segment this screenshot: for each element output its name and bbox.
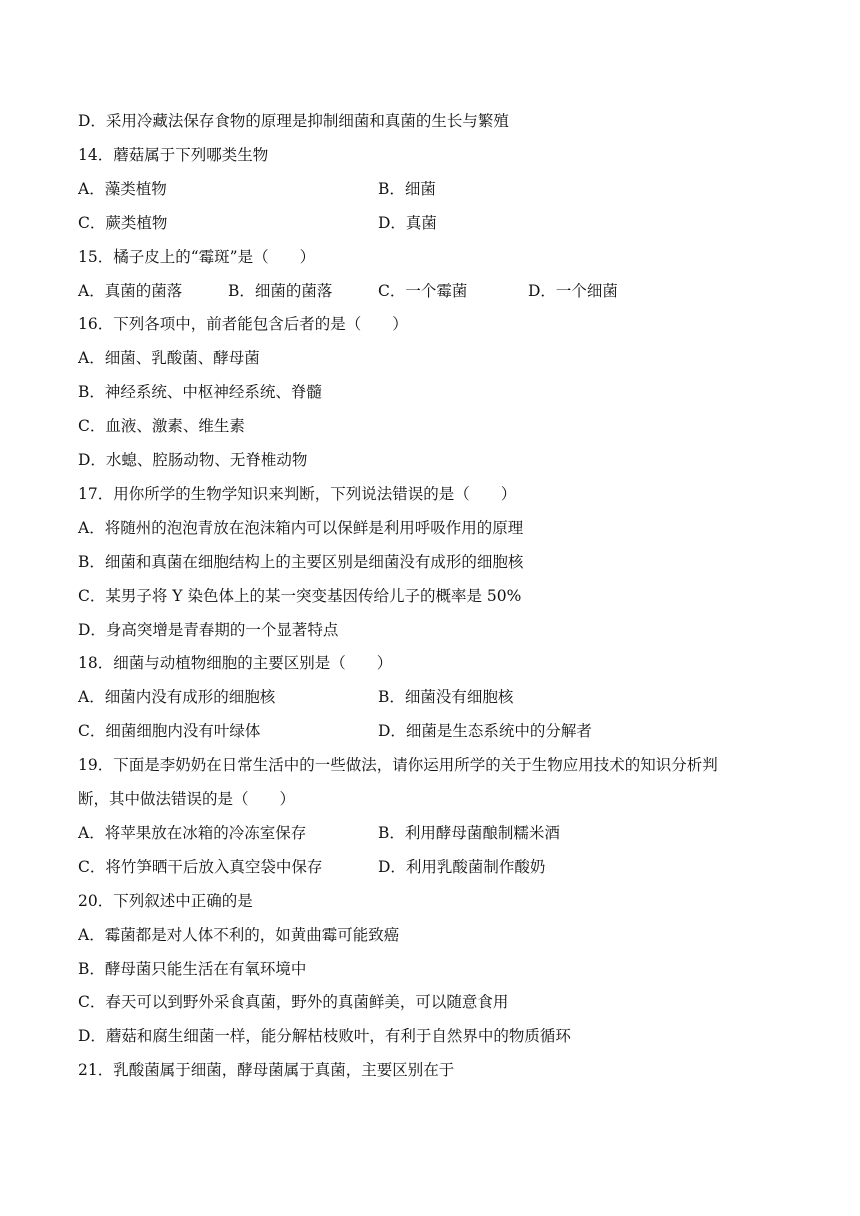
- option-item: B．利用酵母菌酿制糯米酒: [378, 823, 560, 842]
- text-line: 20．下列叙述中正确的是: [78, 891, 253, 910]
- option-item: C．将竹笋晒干后放入真空袋中保存: [78, 857, 323, 876]
- option-item: B．细菌: [378, 179, 436, 198]
- text-line: C．血液、激素、维生素: [78, 417, 245, 436]
- option-item: D．一个细菌: [528, 281, 618, 300]
- text-line: A．将随州的泡泡青放在泡沫箱内可以保鲜是利用呼吸作用的原理: [78, 518, 524, 537]
- text-line: A．霉菌都是对人体不利的，如黄曲霉可能致癌: [78, 925, 400, 944]
- text-line: D．水螅、腔肠动物、无脊椎动物: [78, 451, 308, 469]
- text-line: 17．用你所学的生物学知识来判断，下列说法错误的是（ ）: [78, 484, 517, 503]
- text-line: 19．下面是李奶奶在日常生活中的一些做法，请你运用所学的关于生物应用技术的知识分析判: [78, 756, 718, 775]
- text-line: D．采用冷藏法保存食物的原理是抑制细菌和真菌的生长与繁殖: [78, 112, 509, 130]
- text-line: 15．橘子皮上的“霉斑”是（ ）: [78, 247, 316, 266]
- text-line: 16．下列各项中，前者能包含后者的是（ ）: [78, 315, 408, 334]
- option-item: D．真菌: [378, 213, 437, 232]
- text-line: B．酵母菌只能生活在有氧环境中: [78, 959, 307, 978]
- option-item: A．细菌内没有成形的细胞核: [78, 688, 276, 707]
- text-line: C．某男子将 Y 染色体上的某一突变基因传给儿子的概率是 50%: [78, 586, 522, 605]
- text-line: 断，其中做法错误的是（ ）: [78, 790, 296, 808]
- text-line: B．神经系统、中枢神经系统、脊髓: [78, 383, 322, 402]
- option-item: C．一个霉菌: [378, 281, 468, 300]
- text-line: 18．细菌与动植物细胞的主要区别是（ ）: [78, 654, 393, 673]
- option-item: D．细菌是生态系统中的分解者: [378, 722, 592, 741]
- text-line: C．春天可以到野外采食真菌，野外的真菌鲜美，可以随意食用: [78, 993, 509, 1012]
- option-item: B．细菌没有细胞核: [378, 688, 514, 707]
- text-line: 14．蘑菇属于下列哪类生物: [78, 145, 269, 164]
- option-item: B．细菌的菌落: [228, 281, 333, 300]
- text-line: A．细菌、乳酸菌、酵母菌: [78, 349, 260, 368]
- option-item: A．藻类植物: [78, 179, 167, 198]
- text-line: B．细菌和真菌在细胞结构上的主要区别是细菌没有成形的细胞核: [78, 552, 524, 571]
- option-item: C．蕨类植物: [78, 213, 168, 232]
- text-line: D．身高突增是青春期的一个显著特点: [78, 620, 339, 639]
- option-item: A．真菌的菌落: [78, 281, 183, 300]
- option-item: C．细菌细胞内没有叶绿体: [78, 722, 261, 741]
- option-item: A．将苹果放在冰箱的冷冻室保存: [78, 823, 307, 842]
- text-line: D．蘑菇和腐生细菌一样，能分解枯枝败叶，有利于自然界中的物质循环: [78, 1027, 571, 1046]
- text-line: 21．乳酸菌属于细菌，酵母菌属于真菌，主要区别在于: [78, 1061, 455, 1080]
- option-item: D．利用乳酸菌制作酸奶: [378, 857, 546, 876]
